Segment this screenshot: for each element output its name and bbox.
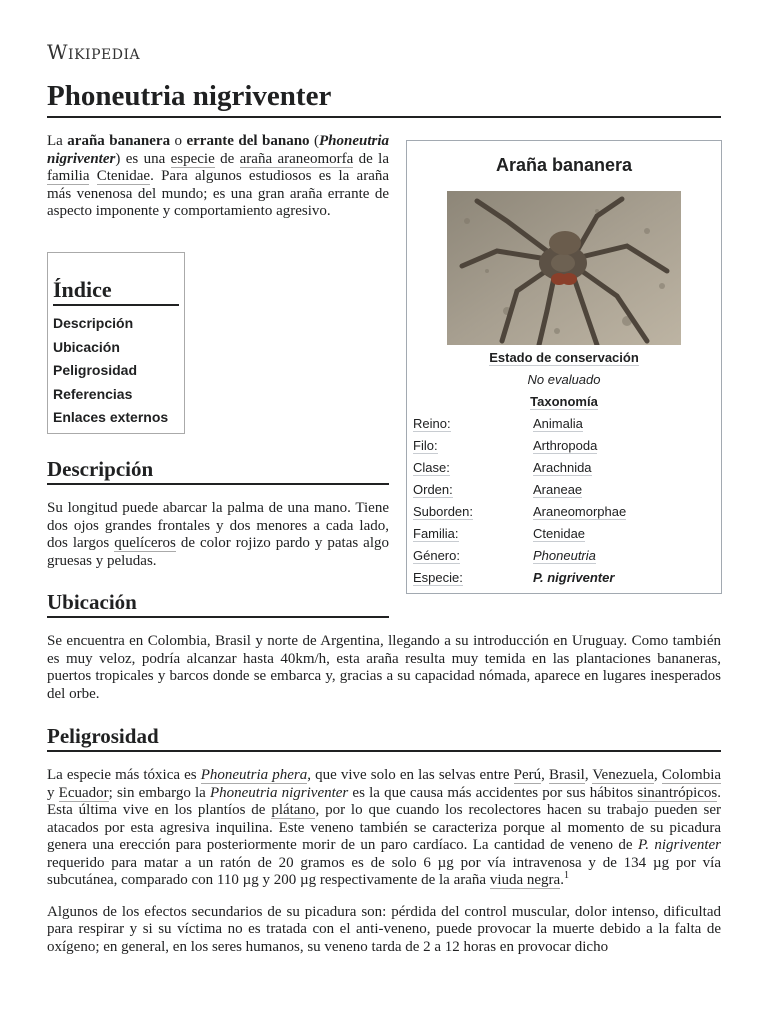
body-text: es la que causa más accidentes por sus hábitos [348,784,638,801]
taxon-value-link[interactable]: Arthropoda [533,438,598,453]
taxon-row-reino [413,416,713,438]
taxon-row-filo [413,438,713,460]
body-text: ; sin embargo la [108,784,210,801]
table-of-contents [47,252,185,434]
intro-text: ( [309,133,319,149]
link-text[interactable]: Phoneutria phera [200,767,308,783]
body-text: , por lo que cuando los recolectores hacen su trabajo pueden ser atacados por esta agresiva inquilina. Este veneno también se caracteriza porque al momento de su picadura genera una erección para posteriormente morir de un paro cardíaco. La cantidad de veneno de [47,802,722,853]
taxon-value: P. nigriventer [533,570,615,585]
intro-text: ) es una [115,150,171,167]
peligrosidad-paragraph-1 [47,767,721,890]
toc-item-ubicacion[interactable]: Ubicación [53,338,120,355]
wikipedia-wordmark[interactable]: Wikipedia [47,40,141,64]
taxon-rank-label[interactable]: Clase: [413,460,450,475]
taxon-value-link[interactable]: Animalia [533,416,583,431]
body-text: , [584,767,593,783]
intro-bold-name: errante del banano [186,133,310,149]
heading-peligrosidad: Peligrosidad [47,723,721,752]
heading-ubicacion: Ubicación [47,589,389,618]
taxon-row-especie [413,570,713,592]
taxonomy-heading[interactable] [407,394,721,409]
taxon-rank-label[interactable]: Especie: [413,570,463,585]
link-familia[interactable]: familia [47,168,90,184]
intro-bold-name: araña bananera [67,133,171,149]
intro-text: de [214,150,240,167]
link-sinantropicos[interactable]: sinantrópicos [637,784,718,801]
spider-photo[interactable] [447,191,681,345]
descripcion-paragraph [47,500,389,570]
body-text: requerido para matar a un ratón de 20 gramos es de solo 6 µg por vía intravenosa y de 134 µg por vía subcutánea, comparado con 110 µg y 200 µg respectivamente de la araña [47,854,721,888]
taxon-value-link[interactable]: Arachnida [533,460,592,475]
toc-item-peligrosidad[interactable]: Peligrosidad [53,362,138,378]
infobox-title: Araña bananera [495,155,633,175]
taxonomy-heading-text[interactable]: Taxonomía [530,394,598,409]
spider-photo-image [447,191,681,345]
link-venezuela[interactable]: Venezuela [592,767,655,783]
conservation-status-value: No evaluado [527,372,601,387]
link-arana-araneomorfa[interactable]: araña araneomorfa [239,150,354,167]
body-text: , [541,767,549,783]
body-text: Su longitud puede abarcar la palma de una mano. Tiene dos ojos grandes frontales y dos menores a cada lado, dos largos [47,500,389,551]
intro-text: o [170,133,187,149]
page-title: Phoneutria nigriventer [47,78,721,118]
heading-descripcion: Descripción [47,456,389,485]
conservation-status-heading-text[interactable]: Estado de conservación [489,350,639,365]
taxon-value-link[interactable]: Phoneutria [533,548,596,563]
peligrosidad-paragraph-2: Algunos de los efectos secundarios de su picadura son: pérdida del control muscular, dolor intenso, dificultad para respirar y si su víctima no es tratada con el anti-veneno, puede provocar la muerte debido a la falta de oxígeno; en general, en los seres humanos, su veneno tarda de 2 a 12 horas en provocar dicho [47,903,721,955]
link-platano[interactable]: plátano [271,802,316,818]
infobox [406,140,722,594]
toc-item-descripcion[interactable]: Descripción [53,315,134,331]
link-phoneutria-phera[interactable] [201,767,308,784]
peligrosidad-section [47,767,721,956]
intro-scientific-name: Phoneutria nigriventer [47,133,390,167]
taxon-value-link[interactable]: Araneae [533,482,583,497]
link-queliceros[interactable]: quelíceros [114,535,176,551]
intro-paragraph [47,133,389,221]
link-viuda-negra[interactable]: viuda negra [489,872,561,888]
body-text: . Esta última vive en los plantíos de [47,784,721,818]
link-ctenidae[interactable]: Ctenidae [96,168,151,184]
taxon-rank-label[interactable]: Género: [413,548,460,563]
link-colombia[interactable]: Colombia [661,767,722,783]
scientific-name: Phoneutria nigriventer [209,784,349,801]
link-brasil[interactable]: Brasil [548,767,585,783]
intro-text: de la [353,150,389,167]
toc-item-enlaces-externos[interactable]: Enlaces externos [53,409,169,425]
body-text: , que vive solo en las selvas entre [307,767,514,783]
body-text: La especie más tóxica es [47,767,201,783]
body-text: . [560,872,564,888]
link-especie[interactable]: especie [170,150,215,167]
conservation-status-heading[interactable] [407,350,721,365]
taxon-row-genero [413,548,713,570]
intro-text [89,168,96,184]
taxon-value-link[interactable]: Ctenidae [533,526,586,541]
taxon-rank-label[interactable]: Orden: [413,482,453,497]
toc-item-referencias[interactable]: Referencias [53,385,133,402]
taxon-row-familia [413,526,713,548]
taxon-row-clase [413,460,713,482]
body-text: de color rojizo pardo y patas algo gruesas y peludas. [47,535,389,569]
taxon-rank-label[interactable]: Reino: [413,416,451,431]
intro-text: . Para algunos estudiosos es la araña más venenosa del mundo; es una gran araña errante de aspecto imponente y comportamiento agresivo. [47,168,390,219]
taxon-row-suborden [413,504,713,526]
toc-title: Índice [53,277,179,306]
link-ecuador[interactable]: Ecuador [58,784,109,801]
taxon-rank-label[interactable]: Suborden: [413,504,473,519]
ubicacion-paragraph [47,633,721,703]
taxon-rank-label[interactable]: Familia: [413,526,459,541]
taxon-value-link[interactable]: Araneomorphae [533,504,627,519]
intro-text: La [47,133,68,149]
body-text: y [47,784,59,801]
body-text: Se encuentra en Colombia, Brasil y norte de Argentina, llegando a su introducción en Uruguay. Como también es muy veloz, podría alcanzar hasta 40km/h, esta araña resulta muy temida en las plantaciones bananeras, puertos tropicales y barcos donde se embarca y, gracias a su capacidad nómada, aparece en lugares inesperados del orbe. [47,633,721,702]
taxon-row-orden [413,482,713,504]
link-peru[interactable]: Perú [513,767,542,783]
body-text: , [654,767,662,783]
taxon-rank-label[interactable]: Filo: [413,438,438,453]
scientific-name: P. nigriventer [637,837,722,853]
reference-link-1[interactable]: 1 [563,870,569,881]
